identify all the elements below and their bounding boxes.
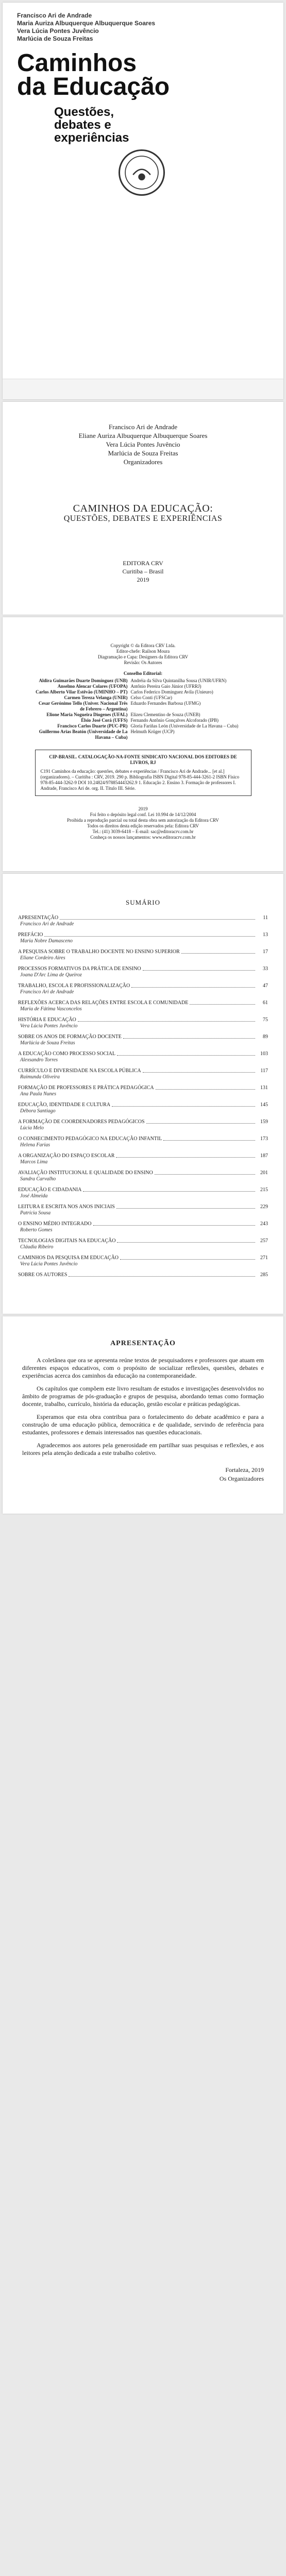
board-member: Elizeu Clementino de Souza (UNEB) — [130, 712, 200, 717]
toc-entry-title: SOBRE OS ANOS DE FORMAÇÃO DOCENTE — [18, 1034, 122, 1040]
board-member: Carlos Federico Dominguez Avila (Unieuro) — [130, 689, 213, 694]
toc-entry[interactable] — [18, 1170, 268, 1182]
board-member: Celso Conti (UFSCar) — [130, 695, 173, 700]
organizer-role: Organizadores — [123, 458, 163, 466]
organizer-name: Francisco Ari de Andrade — [108, 423, 178, 431]
cover-author: Maria Auriza Albuquerque Albuquerque Soares — [17, 20, 156, 27]
toc-entry[interactable] — [18, 949, 268, 961]
presentation-paragraph: Agradecemos aos autores pela generosidade em partilhar suas pesquisas e reflexões, e aos leitores pela atenção dedicada a este trabalho coletivo. — [22, 1442, 264, 1456]
book-subtitle: QUESTÕES, DEBATES E EXPERIÊNCIAS — [63, 514, 223, 523]
board-member: Carmen Tereza Velanga (UNIR) — [64, 695, 128, 700]
toc-entry[interactable] — [18, 1085, 268, 1097]
toc-entry-title: SOBRE OS AUTORES — [18, 1272, 68, 1278]
presentation-heading: APRESENTAÇÃO — [110, 1340, 176, 1347]
toc-leader-dots — [93, 1225, 256, 1226]
copyright-block: Copyright © da Editora CRV Ltda. Editor-chefe: Railson Moura Diagramação e Capa: Designers da Editora CRV Revisão: Os Autores — [97, 643, 189, 665]
presentation-signature: Os Organizadores — [219, 1475, 264, 1482]
toc-leader-dots — [120, 1259, 255, 1260]
toc-entry-page: 17 — [263, 949, 268, 955]
toc-entry[interactable] — [18, 966, 268, 978]
toc-entry[interactable] — [18, 1204, 268, 1216]
toc-entry-authors: Cláudia Ribeiro — [20, 1244, 54, 1250]
toc-entry-title: EDUCAÇÃO E CIDADANIA — [18, 1187, 82, 1193]
organizer-names — [23, 423, 263, 466]
toc-entry[interactable] — [18, 983, 268, 995]
toc-leader-dots — [131, 987, 255, 988]
toc-entry-page: 11 — [263, 915, 268, 921]
toc-entry-title: LEITURA E ESCRITA NOS ANOS INICIAIS — [18, 1204, 115, 1210]
toc-leader-dots — [78, 1021, 255, 1022]
toc-entry-page: 229 — [260, 1204, 268, 1210]
toc-entry-title: EDUCAÇÃO, IDENTIDADE E CULTURA — [18, 1102, 111, 1108]
toc-entry[interactable] — [18, 1051, 268, 1063]
toc-entry-authors: Helena Farias — [20, 1142, 51, 1148]
toc-entry-authors: Marcos Lima — [20, 1159, 48, 1165]
toc-entry-title: PREFÁCIO — [18, 932, 43, 938]
toc-entry-page: 103 — [260, 1051, 268, 1057]
toc-leader-dots — [163, 1140, 255, 1141]
board-member: Eduardo Fernandes Barbosa (UFMG) — [130, 701, 201, 706]
board-member: Anselmo Alencar Colares (UFOPA) — [57, 684, 128, 689]
cover-subtitle: Questões, debates e experiências — [54, 105, 129, 145]
toc-entry-page: 145 — [260, 1102, 268, 1108]
toc-leader-dots — [190, 1004, 255, 1005]
toc-entry-page: 13 — [263, 932, 268, 938]
toc-leader-dots — [181, 953, 255, 954]
toc-entry-page: 117 — [260, 1068, 268, 1074]
toc-entry-authors: Ana Paula Nunes — [20, 1091, 56, 1097]
board-member: Gloria Fariñas León (Universidade de La Havana – Cuba) — [130, 723, 239, 728]
board-row — [35, 729, 251, 740]
toc-leader-dots — [156, 1089, 255, 1090]
toc-entry[interactable] — [18, 1017, 268, 1029]
toc-entry-authors: Joana D'Arc Lima de Queiroz — [20, 972, 82, 978]
board-member: Élsio José Corá (UFFS) — [81, 718, 128, 723]
cover-title: Caminhos da Educação — [17, 49, 170, 100]
board-rows — [35, 678, 251, 740]
toc-entry-title: O ENSINO MÉDIO INTEGRADO — [18, 1221, 92, 1227]
toc-leader-dots — [117, 1055, 255, 1056]
toc-entry-page: 159 — [260, 1119, 268, 1125]
board-member: Guillermo Arias Beatón (Universidade de La Havana – Cuba) — [39, 729, 128, 740]
cover-author: Francisco Ari de Andrade — [17, 12, 92, 19]
toc-entry-page: 243 — [260, 1221, 268, 1227]
board-row — [35, 701, 251, 712]
presentation-date: Fortaleza, 2019 — [225, 1466, 264, 1473]
presentation-paragraph: A coletânea que ora se apresenta reúne textos de pesquisadores e professores que atuam em diferentes espaços educativos, com o propósito de socializar reflexões, questões, debates e experiências acerca dos caminhos da educação na contemporaneidade. — [22, 1357, 264, 1379]
board-row — [35, 723, 251, 729]
toc-entry-title: A FORMAÇÃO DE COORDENADORES PEDAGÓGICOS — [18, 1119, 145, 1125]
toc-entry-authors: Vera Lúcia Pontes Juvêncio — [20, 1023, 78, 1029]
edition-info: EDITORA CRV Curitiba – Brasil 2019 — [122, 560, 164, 583]
table-of-contents — [3, 874, 283, 1314]
cover-authors — [17, 12, 156, 43]
board-member: Aldira Guimarães Duarte Domínguez (UNB) — [39, 678, 128, 683]
toc-entry-authors: Vera Lúcia Pontes Juvêncio — [20, 1261, 78, 1267]
toc-entry-page: 89 — [263, 1034, 268, 1040]
board-row — [35, 712, 251, 718]
toc-entry-page: 201 — [260, 1170, 268, 1176]
toc-entry-authors: José Almeida — [20, 1193, 48, 1199]
toc-entry-title: TECNOLOGIAS DIGITAIS NA EDUCAÇÃO — [18, 1238, 116, 1244]
toc-entry-page: 271 — [260, 1255, 268, 1261]
record-header: CIP-BRASIL. CATALOGAÇÃO-NA-FONTE SINDICATO NACIONAL DOS EDITORES DE LIVROS, RJ — [49, 754, 237, 765]
presentation-paragraph: Os capítulos que compõem este livro resultam de estudos e investigações desenvolvidos no âmbito de programas de pós-graduação e grupos de pesquisa, abordando temas como formação docente, trabalho, currículo, história da educação, gestão escolar e práticas pedagógicas. — [22, 1385, 264, 1408]
cover-author: Marlúcia de Souza Freitas — [17, 35, 93, 42]
toc-entry[interactable] — [18, 932, 268, 944]
toc-entry[interactable] — [18, 1136, 268, 1148]
toc-entry-page: 187 — [260, 1153, 268, 1159]
toc-leader-dots — [44, 936, 255, 937]
board-member: Andréia da Silva Quintanilha Sousa (UNIR/UFRN) — [130, 678, 227, 683]
toc-entry[interactable] — [18, 1000, 268, 1012]
toc-entry-page: 61 — [263, 1000, 268, 1006]
board-title: Conselho Editorial: — [123, 671, 163, 676]
toc-entry-authors: Eliane Cordeiro Aires — [20, 955, 65, 961]
toc-entry[interactable] — [18, 1221, 268, 1233]
presentation-body — [22, 1357, 264, 1457]
toc-entry-page: 285 — [260, 1272, 268, 1278]
presentation-page — [3, 1316, 283, 1514]
toc-entry-authors: Roberto Gomes — [20, 1227, 53, 1233]
toc-entry-authors: Maria de Fátima Vasconcelos — [20, 1006, 82, 1012]
board-member: Fernando Antônio Gonçalves Alcoforado (IPB) — [130, 718, 218, 723]
cataloging-record — [35, 750, 251, 796]
toc-entry[interactable] — [18, 915, 268, 927]
toc-leader-dots — [146, 1123, 255, 1124]
toc-entry-title: HISTÓRIA E EDUCAÇÃO — [18, 1017, 76, 1023]
toc-entry-authors: Patrícia Sousa — [20, 1210, 51, 1216]
toc-entry-title: A ORGANIZAÇÃO DO ESPAÇO ESCOLAR — [18, 1153, 115, 1159]
toc-entry-title: TRABALHO, ESCOLA E PROFISSIONALIZAÇÃO — [18, 983, 130, 989]
toc-leader-dots — [143, 970, 255, 971]
toc-entry[interactable] — [18, 1272, 268, 1278]
toc-leader-dots — [155, 1174, 255, 1175]
toc-entry-page: 173 — [260, 1136, 268, 1142]
toc-entry-page: 257 — [260, 1238, 268, 1244]
toc-entry-title: FORMAÇÃO DE PROFESSORES E PRÁTICA PEDAGÓGICA — [18, 1085, 154, 1091]
toc-heading: SUMÁRIO — [126, 899, 160, 906]
toc-entry[interactable] — [18, 1102, 268, 1114]
toc-entry-authors: Alexsandro Torres — [20, 1057, 58, 1063]
toc-list — [18, 915, 268, 1278]
toc-entry[interactable] — [18, 1238, 268, 1250]
toc-entry-authors: Francisco Ari de Andrade — [20, 989, 74, 995]
toc-entry-authors: Raimunda Oliveira — [20, 1074, 60, 1080]
book-cover — [3, 3, 283, 399]
toc-entry-page: 131 — [260, 1085, 268, 1091]
toc-leader-dots — [116, 1157, 255, 1158]
toc-leader-dots — [116, 1208, 255, 1209]
organizer-name: Marlúcia de Souza Freitas — [108, 449, 178, 457]
record-text: C191 Caminhos da educação: questões, debates e experiências / Francisco Ari de Andrade... [et al.] (organizadores). – Curitiba : CRV, 2019. 290 p. Bibliografia ISBN Digital 978-85-444-3261-2 ISBN Físico 978-85-444-3262-9 DOI 10.24824/978854443262.9 1. Educação 2. Ensino 3. Formação de professores I. Andrade, Francisco Ari de. org. II. Título III. Série. — [40, 769, 240, 791]
board-member: Antônio Pereira Gaio Júnior (UFRRJ) — [130, 684, 201, 689]
organizer-name: Eliane Auriza Albuquerque Albuquerque Soares — [78, 432, 208, 439]
toc-entry-page: 215 — [260, 1187, 268, 1193]
toc-entry-authors: Marlúcia de Souza Freitas — [20, 1040, 75, 1046]
board-member: Helmuth Krüger (UCP) — [130, 729, 175, 734]
toc-entry[interactable] — [18, 1255, 268, 1267]
toc-entry-authors: Débora Santiago — [20, 1108, 56, 1114]
title-page — [3, 402, 283, 615]
board-row — [35, 695, 251, 701]
toc-entry-page: 47 — [263, 983, 268, 989]
board-row — [35, 684, 251, 689]
toc-leader-dots — [83, 1191, 255, 1192]
toc-entry[interactable] — [18, 1153, 268, 1165]
toc-entry-title: CURRÍCULO E DIVERSIDADE NA ESCOLA PÚBLICA — [18, 1068, 141, 1074]
toc-entry-title: AVALIAÇÃO INSTITUCIONAL E QUALIDADE DO ENSINO — [18, 1170, 153, 1176]
toc-entry[interactable] — [18, 1119, 268, 1131]
toc-entry-title: O CONHECIMENTO PEDAGÓGICO NA EDUCAÇÃO INFANTIL — [18, 1136, 162, 1142]
board-row — [35, 678, 251, 684]
editorial-board — [35, 671, 251, 740]
toc-entry-authors: Maria Nobre Damasceno — [20, 938, 73, 944]
toc-entry-title: REFLEXÕES ACERCA DAS RELAÇÕES ENTRE ESCOLA E COMUNIDADE — [18, 1000, 189, 1006]
toc-entry[interactable] — [18, 1187, 268, 1199]
toc-entry-authors: Sandra Carvalho — [20, 1176, 56, 1182]
toc-entry-title: CAMINHOS DA PESQUISA EM EDUCAÇÃO — [18, 1255, 119, 1261]
toc-entry-page: 33 — [263, 966, 268, 972]
publisher-seal-icon — [119, 149, 165, 196]
board-member: Cesar Gerónimo Tello (Univer. Nacional Três de Febrero – Argentina) — [38, 701, 128, 711]
toc-entry-authors: Francisco Ari de Andrade — [20, 921, 74, 927]
toc-entry-authors: Lúcia Melo — [20, 1125, 44, 1131]
board-row — [35, 689, 251, 695]
organizer-name: Vera Lúcia Pontes Juvêncio — [106, 440, 180, 448]
toc-entry-title: A PESQUISA SOBRE O TRABALHO DOCENTE NO ENSINO SUPERIOR — [18, 949, 180, 955]
cover-author: Vera Lúcia Pontes Juvêncio — [17, 27, 99, 35]
toc-entry[interactable] — [18, 1034, 268, 1046]
toc-leader-dots — [69, 1276, 255, 1277]
cover-bottom-band — [3, 379, 283, 399]
board-member: Francisco Carlos Duarte (PUC-PR) — [57, 723, 128, 728]
toc-leader-dots — [112, 1106, 255, 1107]
toc-entry-title: APRESENTAÇÃO — [18, 915, 59, 921]
toc-entry[interactable] — [18, 1068, 268, 1080]
presentation-paragraph: Esperamos que esta obra contribua para o fortalecimento do debate acadêmico e para a construção de uma educação pública, democrática e de qualidade, servindo de referência para estudantes, professores e demais interessados nas questões educacionais. — [22, 1413, 264, 1436]
board-member: Carlos Alberto Vilar Estêvão (UMINHO – PT) — [36, 689, 128, 694]
book-title: CAMINHOS DA EDUCAÇÃO: — [73, 503, 213, 514]
toc-leader-dots — [117, 1242, 255, 1243]
toc-leader-dots — [123, 1038, 255, 1039]
toc-entry-page: 75 — [263, 1017, 268, 1023]
toc-leader-dots — [60, 919, 255, 920]
toc-entry-title: PROCESSOS FORMATIVOS DA PRÁTICA DE ENSINO — [18, 966, 141, 972]
board-member: Elione Maria Nogueira Diogenes (UFAL) — [46, 712, 128, 717]
catalog-page — [3, 617, 283, 871]
publisher-info: 2019 Foi feito o depósito legal conf. Lei 10.994 de 14/12/2004 Proibida a reprodução parcial ou total desta obra sem autorização da Editora CRV Todos os direitos desta edição reservados pela: Editora CRV Tel.: (41) 3039-6418 – E-mail: sac@editoracrv.com.br Conheça os nossos lançamentos: www.editoracrv.com.br — [67, 806, 219, 840]
board-row — [35, 718, 251, 723]
toc-entry-title: A EDUCAÇÃO COMO PROCESSO SOCIAL — [18, 1051, 115, 1057]
toc-leader-dots — [143, 1072, 255, 1073]
